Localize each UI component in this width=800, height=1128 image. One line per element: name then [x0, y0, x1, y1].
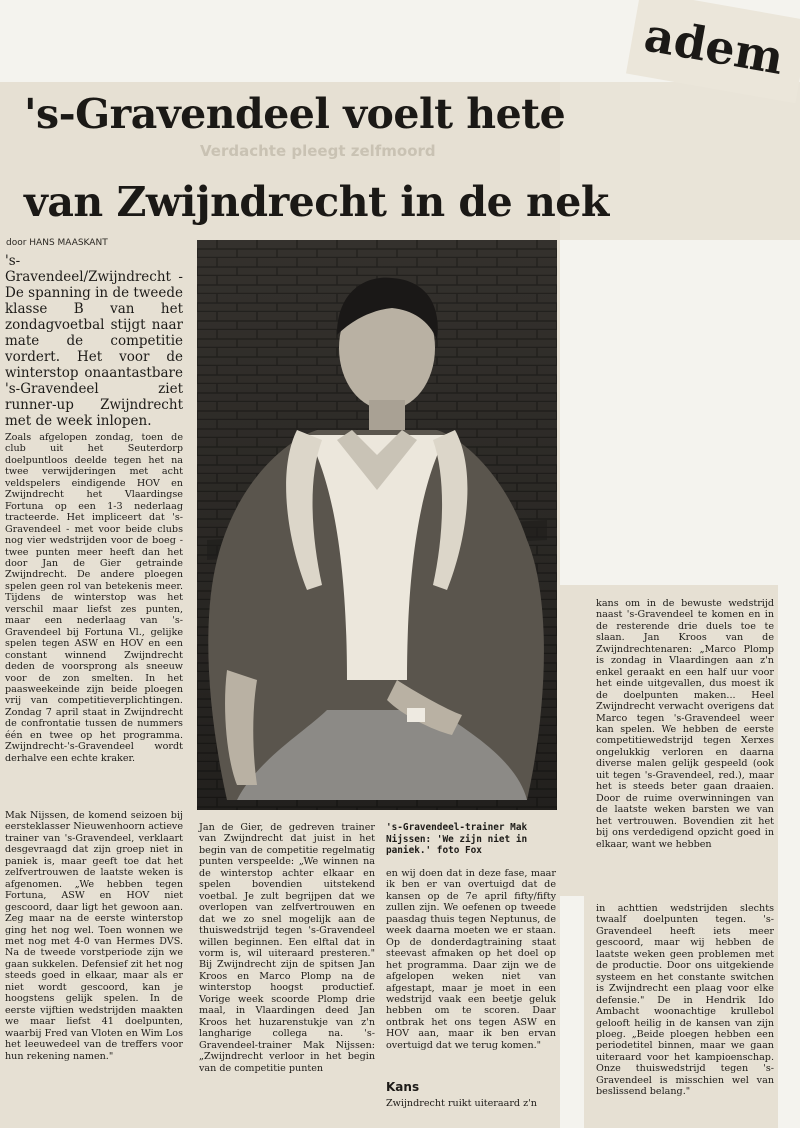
photo-caption: 's-Gravendeel-trainer Mak Nijssen: 'We zijn niet in paniek.' foto Fox: [386, 822, 528, 856]
byline: door HANS MAASKANT: [6, 238, 108, 248]
ghost-headline: Verdachte pleegt zelfmoord: [200, 142, 436, 160]
article-column-3: en wij doen dat in deze fase, maar ik ben er van overtuigd dat de kansen op de 7e april fifty/fifty zullen zijn. We oefenen op tweede paasdag thuis tegen Neptunus, de week daarna moeten we er staan. Op de donderdagtraining staat steevast afmaken op het doel op het programma. Daar zijn we de afgelopen weken niet van afgestapt, maar je moet in een wedstrijd vaak een beetje geluk hebben om te scoren. Daar ontbrak het ons tegen ASW en HOV aan, maar ik ben ervan overtuigd dat we terug komen.": [386, 868, 556, 1051]
article-column-3-tail: Zwijndrecht ruikt uiteraard z'n: [386, 1098, 537, 1109]
tag-snippet: adem: [626, 0, 800, 103]
trainer-photo: [197, 240, 557, 810]
article-column-4: kans om in de bewuste wedstrijd naast 's-Gravendeel te komen en in de resterende drie duels toe te slaan. Jan Kroos van de Zwijndrechtenaren: „Marco Plomp is zondag in Vlaardingen aan z'n enkel geraakt en een half uur voor het einde uitgevallen, dus moest ik de doelpunten maken... Heel Zwijndrecht verwacht overigens dat Marco tegen 's-Gravendeel weer kan spelen. We hebben de eerste competitiewedstrijd tegen Xerxes ongelukkig verloren en daarna diverse malen gelijk gespeeld (ook uit tegen 's-Gravendeel, red.), maar het is steeds beter gaan draaien. Door de ruime overwinningen van de laatste weken barsten we van het vertrouwen. Bovendien zit het bij ons verdedigend opzicht goed in elkaar, want we hebben: [596, 598, 774, 850]
trainer-photo-illustration: [197, 240, 557, 810]
article-column-1-continued: Mak Nijssen, de komend seizoen bij eersteklasser Nieuwenhoorn actieve trainer van 's-Gravendeel, verklaart desgevraagd dat zijn groep niet in paniek is, maar geeft toe dat het zelfvertrouwen de laatste weken is afgenomen. „We hebben tegen Fortuna, ASW en HOV niet gescoord, daar ligt het gewoon aan. Zeg maar na de eerste winterstop ging het nog wel. Toen wonnen we met nog met 4-0 van Hermes DVS. Na de tweede vorstperiode zijn we gaan sukkelen. Defensief zit het nog steeds goed in elkaar, maar als er niet wordt gescoord, kan je hoogstens gelijk spelen. In de eerste vijftien wedstrijden maakten we maar liefst 41 doelpunten, waarbij Fred van Vloten en Wim Los het leeuwedeel van de treffers voor hun rekening namen.": [5, 810, 183, 1062]
headline-line-2: van Zwijndrecht in de nek: [24, 178, 609, 226]
article-column-4-continued: in achttien wedstrijden slechts twaalf doelpunten tegen. 's-Gravendeel heeft iets meer gescoord, maar wij hebben de laatste weken geen problemen met de productie. Door ons uitgekiende systeem en het constante switchen is Zwijndrecht een plaag voor elke defensie." De in Hendrik Ido Ambacht woonachtige krullebol gelooft heilig in de kansen van zijn ploeg. „Beide ploegen hebben een periodetitel binnen, maar we gaan uiteraard voor het kampioenschap. Onze thuiswedstrijd tegen 's-Gravendeel is misschien wel van beslissend belang.": [596, 903, 774, 1098]
section-subhead: Kans: [386, 1080, 420, 1094]
article-column-1: Zoals afgelopen zondag, toen de club uit het Seuterdorp doelpuntloos deelde tegen het na twee verwijderingen met acht veldspelers eindigende HOV en Zwijndrecht het Vlaardingse Fortuna op een 1-3 nederlaag tracteerde. Het impliceert dat 's-Gravendeel - met voor beide clubs nog vier wedstrijden voor de boeg - twee punten meer heeft dan het door Jan de Gier getrainde Zwijndrecht. De andere ploegen spelen geen rol van betekenis meer. Tijdens de winterstop was het verschil maar liefst zes punten, maar een nederlaag van 's-Gravendeel bij Fortuna Vl., gelijke spelen tegen ASW en HOV en een constant winnend Zwijndrecht deden de voorsprong als sneeuw voor de zon smelten. In het paasweekeinde zijn beide ploegen vrij van competitieverplichtingen. Zondag 7 april staat in Zwijndrecht de confrontatie tussen de nummers één en twee op het programma. Zwijndrecht-'s-Gravendeel wordt derhalve een echte kraker.: [5, 432, 183, 764]
article-intro: 's-Gravendeel/Zwijndrecht - De spanning in de tweede klasse B van het zondagvoetbal stijgt naar mate de competitie vordert. Het voor de winterstop onaantastbare 's-Gravendeel ziet runner-up Zwijndrecht met de week inlopen.: [5, 253, 183, 429]
article-column-2: Jan de Gier, de gedreven trainer van Zwijndrecht dat juist in het begin van de competitie regelmatig punten verspeelde: „We winnen na de winterstop achter elkaar en spelen bovendien uitstekend voetbal. Je zult begrijpen dat we overlopen van zelfvertrouwen en dat we zo snel mogelijk aan de thuiswedstrijd tegen 's-Gravendeel willen beginnen. Een elftal dat in vorm is, wil uiteraard presteren." Bij Zwijndrecht zijn de spitsen Jan Kroos en Marco Plomp na de winterstop hoogst productief. Vorige week scoorde Plomp drie maal, in Vlaardingen deed Jan Kroos het huzarenstukje van z'n langharige collega na. 's-Gravendeel-trainer Mak Nijssen: „Zwijndrecht verloor in het begin van de competitie punten: [199, 822, 375, 1074]
headline-line-1: 's-Gravendeel voelt hete: [24, 90, 566, 138]
